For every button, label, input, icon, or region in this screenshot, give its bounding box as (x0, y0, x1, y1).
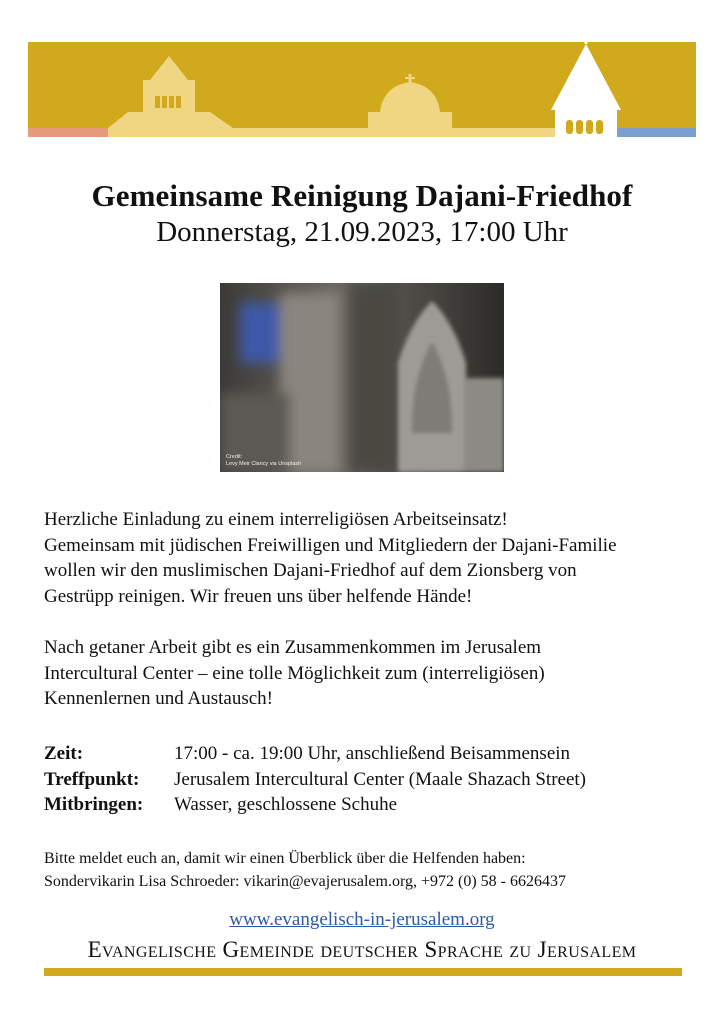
detail-row-time: Zeit: 17:00 - ca. 19:00 Uhr, anschließend Beisammensein (44, 743, 571, 764)
invitation-paragraph: Herzliche Einladung zu einem interreligiösen Arbeitseinsatz! Gemeinsam mit jüdischen Freiwilligen und Mitgliedern der Dajani-Familie wollen wir den muslimischen Dajani-Friedhof auf dem Zionsberg von Gestrüpp reinigen. Wir freuen uns über helfende Hände! (44, 509, 617, 607)
contact-info: Bitte meldet euch an, damit wir einen Überblick über die Helfenden haben: Sondervikarin Lisa Schroeder: vikarin@evajerusalem.org, +972 (0) 58 - 6626437 (44, 850, 566, 890)
event-date: Donnerstag, 21.09.2023, 17:00 Uhr (156, 216, 568, 248)
header-banner (28, 30, 696, 138)
detail-row-bring: Mitbringen: Wasser, geschlossene Schuhe (44, 794, 398, 815)
footer-divider (44, 968, 682, 976)
event-title: Gemeinsame Reinigung Dajani-Friedhof (91, 178, 633, 213)
detail-row-meeting-point: Treffpunkt: Jerusalem Intercultural Center (Maale Shazach Street) (44, 768, 587, 790)
gathering-paragraph: Nach getaner Arbeit gibt es ein Zusammenkommen im Jerusalem Intercultural Center – eine tolle Möglichkeit zum (interreligiösen) Kennenlernen und Austausch! (44, 637, 545, 709)
event-details (44, 741, 586, 818)
website-link[interactable]: www.evangelisch-in-jerusalem.org (229, 909, 495, 930)
organization-name: Evangelische Gemeinde deutscher Sprache zu Jerusalem (87, 937, 637, 962)
gravestone-photo (220, 283, 504, 472)
photo-credit: Credit: Levy Meir Clancy via Unsplash (226, 454, 302, 467)
